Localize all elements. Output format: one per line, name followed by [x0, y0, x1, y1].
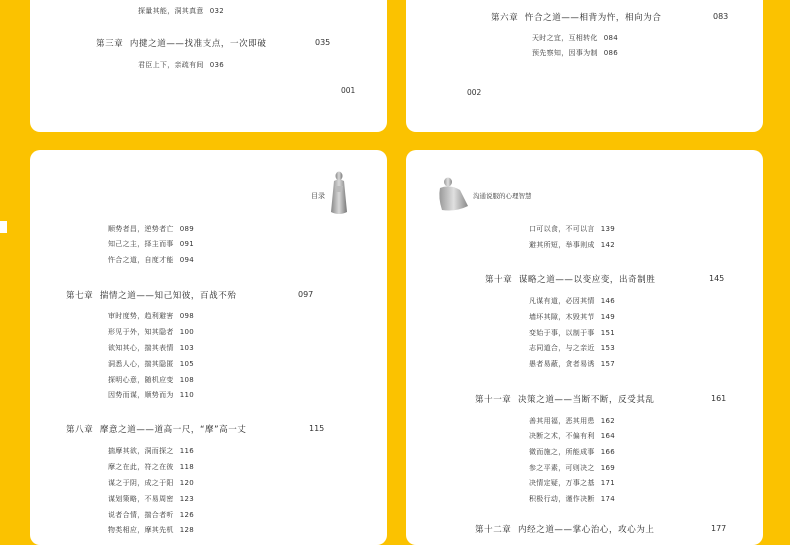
subsection-page: 142	[600, 241, 615, 249]
toc-page-card-bottom-left	[30, 150, 387, 545]
page-number: 001	[341, 86, 356, 95]
subsection-title: 忤合之道，自度才能	[108, 256, 174, 264]
subsection-page: 098	[179, 312, 194, 320]
toc-page-card-top-right	[406, 0, 763, 132]
subsection-title: 善其用福，恶其用患	[529, 417, 595, 425]
toc-subsection	[108, 390, 194, 400]
toc-subsection	[108, 327, 194, 337]
subsection-title: 谋之于阴，成之于阳	[108, 479, 174, 487]
subsection-title: 物类相应，摩其先机	[108, 526, 174, 534]
subsection-page: 139	[600, 225, 615, 233]
subsection-title: 变始于事，以制于事	[529, 329, 595, 337]
subsection-page: 086	[603, 49, 618, 57]
subsection-page: 123	[179, 495, 194, 503]
toc-chapter	[485, 273, 655, 285]
subsection-title: 口可以食，不可以言	[529, 225, 595, 233]
subsection-title: 揣摩其欲，洞而探之	[108, 447, 174, 455]
chapter-title: 内揵之道——找准支点，一次即破	[129, 39, 267, 49]
toc-subsection	[108, 525, 194, 535]
subsection-page: 164	[600, 432, 615, 440]
chapter-page: 035	[315, 38, 331, 47]
subsection-page: 091	[179, 240, 194, 248]
toc-subsection	[108, 359, 194, 369]
toc-chapter	[66, 289, 236, 301]
subsection-page: 120	[179, 479, 194, 487]
subsection-title: 墙坏其隙，木毁其节	[529, 313, 595, 321]
chapter-page: 097	[298, 290, 314, 299]
toc-subsection	[108, 478, 194, 488]
subsection-page: 116	[179, 447, 194, 455]
chapter-page: 115	[309, 424, 325, 433]
subsection-page: 151	[600, 329, 615, 337]
sage-ornament-icon	[436, 176, 470, 212]
toc-subsection	[108, 510, 194, 520]
subsection-title: 预先察知，因事为制	[532, 49, 598, 57]
toc-subsection	[529, 431, 615, 441]
subsection-page: 162	[600, 417, 615, 425]
toc-subsection	[108, 462, 194, 472]
subsection-page: 036	[209, 61, 224, 69]
subsection-page: 169	[600, 464, 615, 472]
running-header: 沟通说服的心理智慧	[473, 192, 532, 200]
subsection-title: 顺势者昌，逆势者亡	[108, 225, 174, 233]
subsection-page: 110	[179, 391, 194, 399]
toc-subsection	[529, 240, 615, 250]
toc-page-card-bottom-right	[406, 150, 763, 545]
toc-chapter	[491, 11, 661, 23]
toc-subsection	[532, 48, 618, 58]
subsection-page: 105	[179, 360, 194, 368]
subsection-title: 决情定疑，万事之基	[529, 479, 595, 487]
toc-subsection	[138, 60, 224, 70]
toc-chapter	[475, 393, 655, 405]
subsection-title: 知己之主，择主而事	[108, 240, 174, 248]
subsection-page: 094	[179, 256, 194, 264]
toc-subsection	[529, 359, 615, 369]
toc-subsection	[529, 296, 615, 306]
chapter-page: 177	[711, 524, 727, 533]
subsection-title: 微而施之，所能成事	[529, 448, 595, 456]
toc-page-card-top-left	[30, 0, 387, 132]
subsection-title: 凡谋有道，必因其情	[529, 297, 595, 305]
toc-subsection	[108, 343, 194, 353]
chapter-page: 145	[709, 274, 725, 283]
toc-chapter	[96, 37, 266, 49]
chapter-title: 揣情之道——知己知彼，百战不殆	[99, 291, 237, 301]
subsection-page: 166	[600, 448, 615, 456]
chapter-page: 161	[711, 394, 727, 403]
subsection-page: 118	[179, 463, 194, 471]
subsection-page: 149	[600, 313, 615, 321]
subsection-page: 174	[600, 495, 615, 503]
subsection-title: 探明心意，随机应变	[108, 376, 174, 384]
subsection-page: 126	[179, 511, 194, 519]
subsection-title: 谋划策略，不易周密	[108, 495, 174, 503]
subsection-page: 032	[209, 7, 224, 15]
subsection-page: 128	[179, 526, 194, 534]
toc-subsection	[529, 224, 615, 234]
subsection-title: 探量其能，洞其真意	[138, 7, 204, 15]
toc-subsection	[108, 311, 194, 321]
subsection-title: 积极行动，谨作决断	[529, 495, 595, 503]
subsection-page: 157	[600, 360, 615, 368]
page-number: 002	[467, 88, 482, 97]
toc-subsection	[529, 463, 615, 473]
subsection-title: 摩之在此，符之在彼	[108, 463, 174, 471]
chapter-number: 第七章	[66, 291, 94, 301]
toc-subsection	[529, 343, 615, 353]
chapter-number: 第三章	[96, 39, 124, 49]
chapter-title: 谋略之道——以变应变，出奇制胜	[518, 275, 656, 285]
subsection-page: 084	[603, 34, 618, 42]
toc-subsection	[138, 6, 224, 16]
subsection-page: 153	[600, 344, 615, 352]
subsection-title: 欲知其心，揣其表情	[108, 344, 174, 352]
subsection-title: 因势而谋，顺势而为	[108, 391, 174, 399]
toc-subsection	[529, 312, 615, 322]
subsection-page: 103	[179, 344, 194, 352]
chapter-title: 忤合之道——相背为忤，相向为合	[524, 13, 662, 23]
subsection-title: 决断之术，不偏有利	[529, 432, 595, 440]
toc-subsection	[529, 328, 615, 338]
toc-subsection	[529, 416, 615, 426]
left-edge-marker	[0, 221, 7, 233]
toc-subsection	[108, 375, 194, 385]
subsection-page: 146	[600, 297, 615, 305]
toc-subsection	[529, 447, 615, 457]
chapter-title: 内经之道——掌心治心，攻心为上	[518, 525, 655, 535]
chapter-number: 第十二章	[475, 525, 512, 535]
subsection-page: 108	[179, 376, 194, 384]
subsection-title: 洞悉人心，揣其隐匿	[108, 360, 174, 368]
toc-subsection	[529, 478, 615, 488]
chapter-number: 第十章	[485, 275, 513, 285]
running-header: 目录	[311, 192, 325, 200]
toc-subsection	[108, 224, 194, 234]
toc-chapter	[66, 423, 246, 435]
sage-statue-icon	[328, 170, 350, 216]
toc-subsection	[108, 446, 194, 456]
toc-subsection	[529, 494, 615, 504]
subsection-page: 171	[600, 479, 615, 487]
toc-subsection	[532, 33, 618, 43]
subsection-title: 说者合情，揣合者听	[108, 511, 174, 519]
subsection-title: 形见于外，知其隐者	[108, 328, 174, 336]
subsection-title: 君臣上下，亲疏有间	[138, 61, 204, 69]
chapter-page: 083	[713, 12, 729, 21]
subsection-page: 089	[179, 225, 194, 233]
chapter-number: 第八章	[66, 425, 94, 435]
chapter-title: 决策之道——当断不断，反受其乱	[518, 395, 655, 405]
subsection-title: 审时度势，趋利避害	[108, 312, 174, 320]
chapter-title: 摩意之道——道高一尺，“摩”高一丈	[99, 425, 247, 435]
subsection-page: 100	[179, 328, 194, 336]
subsection-title: 参之平素，可则决之	[529, 464, 595, 472]
subsection-title: 愚者易蔽，贪者易诱	[529, 360, 595, 368]
subsection-title: 避其所短，举事则成	[529, 241, 595, 249]
toc-subsection	[108, 255, 194, 265]
chapter-number: 第十一章	[475, 395, 512, 405]
toc-subsection	[108, 239, 194, 249]
subsection-title: 天时之宜，互相转化	[532, 34, 598, 42]
toc-chapter	[475, 523, 655, 535]
subsection-title: 志同道合，与之亲近	[529, 344, 595, 352]
chapter-number: 第六章	[491, 13, 519, 23]
toc-subsection	[108, 494, 194, 504]
